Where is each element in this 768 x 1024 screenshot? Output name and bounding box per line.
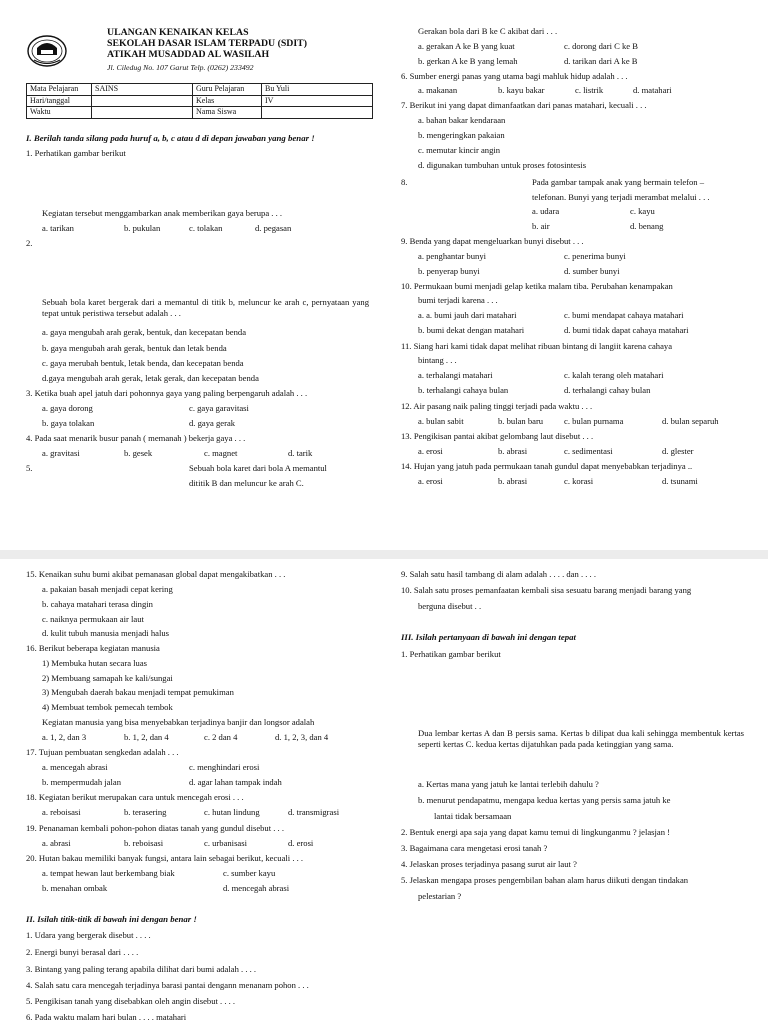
page1-right-line: d. terhalangi cahay bulan [564, 385, 651, 395]
page1-left-line: a. gravitasi [42, 448, 80, 458]
page2-left-line: d. 1, 2, 3, dan 4 [275, 732, 329, 742]
page1-left-line: 1. Perhatikan gambar berikut [26, 148, 126, 158]
guru-value: Bu Yuli [262, 84, 373, 96]
page2-left-line: 1) Membuka hutan secara luas [42, 658, 147, 668]
page1-right-line: d. matahari [633, 85, 672, 95]
page1-left-line: Sebuah bola karet dari bola A memantul [189, 463, 327, 473]
page1-right-line: d. bulan separuh [662, 416, 719, 426]
page2-left-line: a. pakaian basah menjadi cepat kering [42, 584, 173, 594]
page1-right-line: c. dorong dari C ke B [564, 41, 638, 51]
page1-left-line: a. tarikan [42, 223, 74, 233]
page1-right-line: 7. Berikut ini yang dapat dimanfaatkan dari panas matahari, kecuali . . . [401, 100, 647, 110]
page1-left-line: c. gaya merubah bentuk, letak benda, dan kecepatan benda [42, 358, 244, 368]
page1-left-line: a. gaya dorong [42, 403, 93, 413]
page1-right-line: c. korasi [564, 476, 594, 486]
page1-left-line: d.gaya mengubah arah gerak, letak gerak, dan kecepatan benda [42, 373, 259, 383]
page1-right-line: a. penghantar bunyi [418, 251, 487, 261]
waktu-label: Waktu [27, 107, 92, 119]
page1-left-line: b. gaya mengubah arah gerak, bentuk dan letak benda [42, 343, 227, 353]
page1-right-line: a. terhalangi matahari [418, 370, 493, 380]
page1-right-line: 12. Air pasang naik paling tinggi terjadi pada waktu . . . [401, 401, 593, 411]
page2-left-line: b. terasering [124, 807, 167, 817]
page2-left-line: c. hutan lindung [204, 807, 260, 817]
page2-right-line: 9. Salah satu hasil tambang di alam adalah . . . . dan . . . . [401, 569, 596, 579]
page2-left-line: a. reboisasi [42, 807, 81, 817]
page1-right-line: d. bumi tidak dapat cahaya matahari [564, 325, 689, 335]
page2-left-line: 15. Kenaikan suhu bumi akibat pemanasan global dapat mengakibatkan . . . [26, 569, 286, 579]
page1-left-line: b. pukulan [124, 223, 161, 233]
page2-left-line: b. reboisasi [124, 838, 164, 848]
page1-left-line: a. gaya mengubah arah gerak, bentuk, dan kecepatan benda [42, 327, 247, 337]
header-title-2: SEKOLAH DASAR ISLAM TERPADU (SDIT) [107, 38, 307, 49]
page2-left-line: c. sumber kayu [223, 868, 276, 878]
page2-right-line: 4. Jelaskan proses terjadinya pasang surut air laut ? [401, 859, 577, 869]
page2-left-line: c. urbanisasi [204, 838, 247, 848]
page1-right-line: a. a. bumi jauh dari matahari [418, 310, 517, 320]
page1-left-line: b. gesek [124, 448, 153, 458]
page1-right-line: d. sumber bunyi [564, 266, 620, 276]
page1-right-line: a. erosi [418, 446, 443, 456]
page1-right-line: b. terhalangi cahaya bulan [418, 385, 509, 395]
nama-label: Nama Siswa [193, 107, 262, 119]
page2-left-line: c. naiknya permukaan air laut [42, 614, 144, 624]
page1-left-line: d. tarik [288, 448, 313, 458]
page2-right-line: 10. Salah satu proses pemanfaatan kembali sisa sesuatu barang menjadi barang yang [401, 585, 692, 595]
page1-right-line: bintang . . . [418, 355, 457, 365]
page1-right-line: b. abrasi [498, 446, 528, 456]
page1-right-line: b. mengeringkan pakaian [418, 130, 505, 140]
page1-right-line: c. listrik [575, 85, 604, 95]
page2-left-line: 18. Kegiatan berikut merupakan cara untuk mencegah erosi . . . [26, 792, 244, 802]
page1-left-line: 3. Ketika buah apel jatuh dari pohonnya gaya yang paling berpengaruh adalah . . . [26, 388, 308, 398]
page1-right-line: telefonan. Bunyi yang terjadi merambat melalui . . . [532, 192, 710, 202]
page1-right-line: 8. [401, 177, 408, 187]
page2-left-line: 1. Udara yang bergerak disebut . . . . [26, 930, 151, 940]
page2-left-line: II. Isilah titik-titik di bawah ini dengan benar ! [26, 914, 197, 924]
page2-right-line: 1. Perhatikan gambar berikut [401, 649, 501, 659]
page1-left-line: 5. [26, 463, 33, 473]
page2-left-line: a. tempat hewan laut berkembang biak [42, 868, 175, 878]
page1-left-line: c. magnet [204, 448, 238, 458]
page2-left-line: d. agar lahan tampak indah [189, 777, 282, 787]
page1-left-line: b. gaya tolakan [42, 418, 95, 428]
page1-right-line: 13. Pengikisan pantai akibat gelombang laut disebut . . . [401, 431, 594, 441]
page1-right-line: 6. Sumber energi panas yang utama bagi mahluk hidup adalah . . . [401, 71, 628, 81]
page1-right-line: b. penyerap bunyi [418, 266, 480, 276]
page1-right-line: b. bumi dekat dengan matahari [418, 325, 525, 335]
page2-left-line: d. mencegah abrasi [223, 883, 290, 893]
page1-left-line: c. gaya garavitasi [189, 403, 249, 413]
page1-right-line: c. sedimentasi [564, 446, 613, 456]
page2-left-line: 20. Hutan bakau memiliki banyak fungsi, antara lain sebagai berikut, kecuali . . . [26, 853, 304, 863]
kelas-label: Kelas [193, 95, 262, 107]
page2-right-line: lantai tidak bersamaan [434, 811, 512, 821]
page2-right-line: a. Kertas mana yang jatuh ke lantai terlebih dahulu ? [418, 779, 599, 789]
page2-right-line: III. Isilah pertanyaan di bawah ini dengan tepat [401, 632, 576, 642]
page2-left-line: 4. Salah satu cara mencegah terjadinya barasi pantai dengann menanam pohon . . . [26, 980, 309, 990]
page1-right-line: a. makanan [418, 85, 458, 95]
exam-page-2 [0, 559, 768, 1024]
page1-right-line: b. kayu bakar [498, 85, 545, 95]
page2-left-line: 2. Energi bunyi berasal dari . . . . [26, 947, 139, 957]
page1-right-line: d. digunakan tumbuhan untuk proses fotosintesis [418, 160, 587, 170]
header-title-1: ULANGAN KENAIKAN KELAS [107, 27, 249, 38]
page1-right-line: c. bumi mendapat cahaya matahari [564, 310, 684, 320]
page2-left-line: 6. Pada waktu malam hari bulan . . . . matahari [26, 1012, 187, 1022]
header-address: Jl. Ciledug No. 107 Garut Telp. (0262) 233492 [107, 63, 254, 72]
page2-left-line: a. mencegah abrasi [42, 762, 108, 772]
page1-right-line: b. gerkan A ke B yang lemah [418, 56, 518, 66]
page1-right-line: c. kayu [630, 206, 655, 216]
page1-right-line: b. abrasi [498, 476, 528, 486]
page2-left-line: c. menghindari erosi [189, 762, 260, 772]
page2-left-line: 3) Mengubah daerah bakau menjadi tempat pemukiman [42, 687, 234, 697]
identity-table [26, 83, 373, 119]
page1-right-line: b. bulan baru [498, 416, 544, 426]
mapel-label: Mata Pelajaran [27, 84, 92, 96]
page1-right-line: bumi terjadi karena . . . [418, 295, 498, 305]
page2-left-line: 4) Membuat tembok pemecah tembok [42, 702, 173, 712]
page2-left-line: 17. Tujuan pembuatan sengkedan adalah . . . [26, 747, 179, 757]
page2-right-line: 3. Bagaimana cara mengetasi erosi tanah ? [401, 843, 548, 853]
page1-right-line: c. kalah terang oleh matahari [564, 370, 664, 380]
page2-left-line: d. transmigrasi [288, 807, 340, 817]
page1-right-line: a. gerakan A ke B yang kuat [418, 41, 515, 51]
page2-left-line: 3. Bintang yang paling terang apabila dilihat dari bumi adalah . . . . [26, 964, 257, 974]
page2-left-line: b. cahaya matahari terasa dingin [42, 599, 153, 609]
mapel-value: SAINS [92, 84, 193, 96]
page2-left-line: 16. Berikut beberapa kegiatan manusia [26, 643, 160, 653]
page2-right-line: berguna disebut . . [418, 601, 482, 611]
page1-right-line: d. glester [662, 446, 694, 456]
page1-right-line: a. erosi [418, 476, 443, 486]
page1-left-line: 4. Pada saat menarik busur panah ( memanah ) bekerja gaya . . . [26, 433, 246, 443]
page2-left-line: b. 1, 2, dan 4 [124, 732, 169, 742]
page2-left-line: a. abrasi [42, 838, 71, 848]
page1-right-line: a. bulan sabit [418, 416, 464, 426]
hari-label: Hari/tanggal [27, 95, 92, 107]
page2-left-line: Kegiatan manusia yang bisa menyebabkan terjadinya banjir dan longsor adalah [42, 717, 315, 727]
page1-right-line: Pada gambar tampak anak yang bermain telefon – [532, 177, 705, 187]
page2-right-line: Dua lembar kertas A dan B persis sama. Kertas b dilipat dua kali sehingga membentuk kertas seperti kertas C. kedua kertas dijatuhkan pada pada ketinggian yang sama. [418, 728, 744, 749]
page2-left-line: 5. Pengikisan tanah yang disebabkan oleh angin disebut . . . . [26, 996, 236, 1006]
page2-left-line: c. 2 dan 4 [204, 732, 238, 742]
page1-left-line: c. tolakan [189, 223, 223, 233]
nama-value[interactable] [262, 107, 373, 119]
guru-label: Guru Pelajaran [193, 84, 262, 96]
page1-right-line: c. bulan purnama [564, 416, 624, 426]
page2-right-line: 5. Jelaskan mengapa proses pengembilan bahan alam harus diikuti dengan tindakan [401, 875, 689, 885]
page1-right-line: d. tsunami [662, 476, 698, 486]
page2-right-line: b. menurut pendapatmu, mengapa kedua kertas yang persis sama jatuh ke [418, 795, 671, 805]
page1-right-line: 9. Benda yang dapat mengeluarkan bunyi disebut . . . [401, 236, 584, 246]
page1-left-line: I. Berilah tanda silang pada huruf a, b, c atau d di depan jawaban yang benar ! [26, 133, 315, 143]
page1-left-line: d. pegasan [255, 223, 292, 233]
page1-left-line: Kegiatan tersebut menggambarkan anak memberikan gaya berupa . . . [42, 208, 283, 218]
school-logo-icon [26, 30, 68, 72]
page1-left-line: Sebuah bola karet bergerak dari a memantul di titik b, meluncur ke arah c, pernyataan yang tepat untuk peristiwa tersebut adalah . . . [42, 297, 369, 318]
hari-value[interactable] [92, 95, 193, 107]
page1-left-line: 2. [26, 238, 33, 248]
kelas-value: IV [262, 95, 373, 107]
page1-right-line: 14. Hujan yang jatuh pada permukaan tanah gundul dapat menyebabkan terjadinya .. [401, 461, 693, 471]
page1-right-line: a. bahan bakar kendaraan [418, 115, 506, 125]
header-title-3: ATIKAH MUSADDAD AL WASILAH [107, 49, 270, 60]
page2-left-line: b. menahan ombak [42, 883, 108, 893]
page2-right-line: pelestarian ? [418, 891, 462, 901]
page1-left-line: d. gaya gerak [189, 418, 236, 428]
waktu-value[interactable] [92, 107, 193, 119]
page1-right-line: Gerakan bola dari B ke C akibat dari . . . [418, 26, 558, 36]
page2-right-line: 2. Bentuk energi apa saja yang dapat kamu temui di lingkunganmu ? jelasjan ! [401, 827, 671, 837]
page1-right-line: d. tarikan dari A ke B [564, 56, 638, 66]
page1-right-line: c. penerima bunyi [564, 251, 626, 261]
page2-left-line: b. mempermudah jalan [42, 777, 121, 787]
page1-left-line: dititik B dan meluncur ke arah C. [189, 478, 304, 488]
page1-right-line: d. benang [630, 221, 664, 231]
page1-right-line: c. memutar kincir angin [418, 145, 501, 155]
page2-left-line: 2) Membuang samapah ke kali/sungai [42, 673, 173, 683]
page2-left-line: a. 1, 2, dan 3 [42, 732, 87, 742]
page1-right-line: 11. Siang hari kami tidak dapat melihat ribuan bintang di langiit karena cahaya [401, 341, 673, 351]
page2-left-line: d. kulit tubuh manusia menjadi halus [42, 628, 169, 638]
page1-right-line: a. udara [532, 206, 560, 216]
page1-right-line: 10. Permukaan bumi menjadi gelap ketika malam tiba. Perubahan kenampakan [401, 281, 673, 291]
page2-left-line: 19. Penanaman kembali pohon-pohon diatas tanah yang gundul disebut . . . [26, 823, 285, 833]
page1-right-line: b. air [532, 221, 550, 231]
page2-left-line: d. erosi [288, 838, 314, 848]
